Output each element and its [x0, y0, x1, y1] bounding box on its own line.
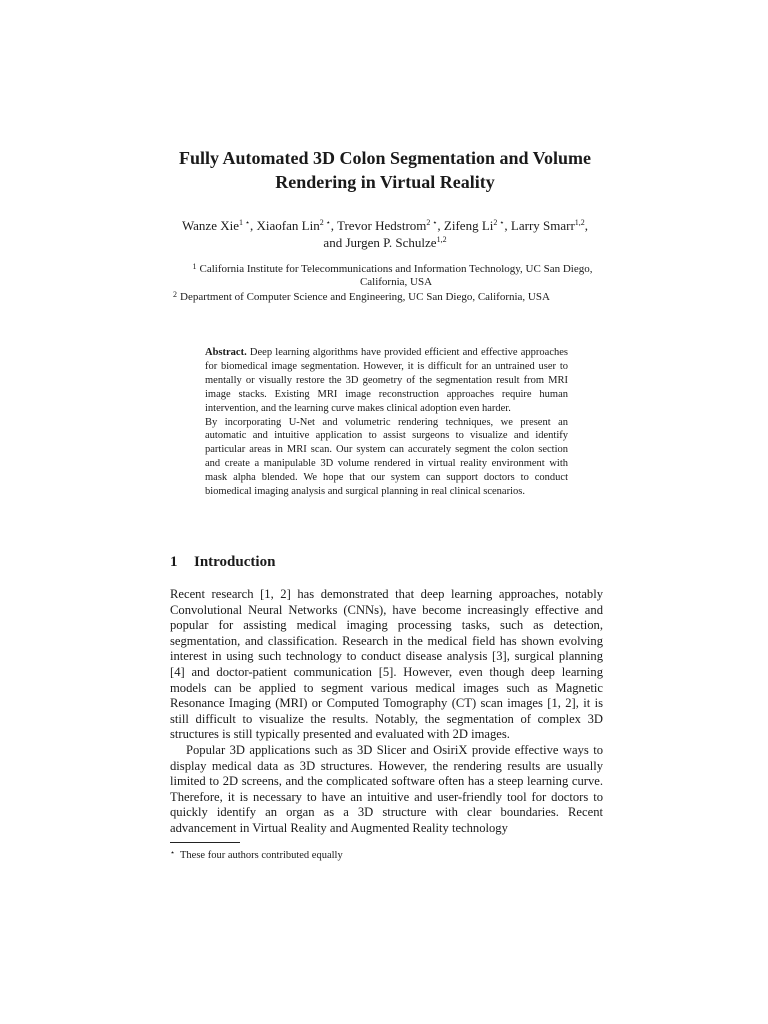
abstract-paragraph: By incorporating U-Net and volumetric rendering techniques, we present an automatic and intuitive application to assist surgeons to visualize and identify particular areas in MRI scan. Our system can accurately segment the colon section and create a manipulable 3D volume rendered in virtual reality environment with mask alpha blended. We hope that our system can support doctors to conduct biomedical imaging analysis and surgical planning in real clinical scenarios.: [205, 416, 568, 498]
author-affiliation-mark: 2 ⋆: [493, 218, 505, 227]
affiliation-text: Department of Computer Science and Engineering, UC San Diego, California, USA: [180, 291, 550, 303]
footnote: [170, 846, 343, 862]
abstract: [205, 346, 568, 499]
abstract-paragraph: [205, 346, 568, 416]
footnote-rule: [170, 842, 240, 843]
author-separator: ,: [330, 218, 337, 233]
body-text: [170, 587, 603, 837]
affiliation-number: 2: [173, 290, 177, 299]
author-separator: ,: [437, 218, 444, 233]
body-paragraph: Recent research [1, 2] has demonstrated that deep learning approaches, notably Convolutional Neural Networks (CNNs), have become increasingly effective and popular for assisting medical imaging processing tasks, such as detection, segmentation, and classification. Research in the medical field has shown evolving interest in using such technology to conduct disease analysis [3], surgical planning [4] and doctor-patient communication [5]. However, even though deep learning models can be applied to segment various medical images such as Magnetic Resonance Imaging (MRI) or Computed Tomography (CT) scan images [1, 2], it is still difficult to visualize the results. Notably, the segmentation of complex 3D structures is still typically presented and evaluated with 2D images.: [170, 587, 603, 742]
author-name: Larry Smarr: [510, 218, 575, 233]
body-paragraph: Popular 3D applications such as 3D Slicer and OsiriX provide effective ways to display medical data as 3D structures. However, the rendering results are usually limited to 2D screens, and the complicated software often has a steep learning curve. Therefore, it is necessary to have an intuitive and user-friendly tool for doctors to quickly identify an organ as a 3D structure with clear boundaries. Recent advancement in Virtual Reality and Augmented Reality technology: [170, 742, 603, 835]
affiliation-1: [186, 263, 606, 289]
author-affiliation-mark: 2 ⋆: [319, 218, 331, 227]
author-name: Trevor Hedstrom: [336, 218, 427, 233]
paper-title: Fully Automated 3D Colon Segmentation and Volume Rendering in Virtual Reality: [178, 148, 592, 192]
footnote-text: These four authors contributed equally: [180, 850, 343, 861]
section-number: 1: [170, 554, 178, 570]
author-separator: ,: [250, 218, 257, 233]
author-affiliation-mark: 1 ⋆: [239, 218, 251, 227]
author-separator: ,: [504, 218, 511, 233]
author-affiliation-mark: 1,2: [436, 235, 447, 244]
author-name: Wanze Xie: [181, 218, 239, 233]
author-affiliation-mark: 2 ⋆: [426, 218, 438, 227]
author-affiliation-mark: 1,2: [574, 218, 585, 227]
author-name: Jurgen P. Schulze: [345, 235, 437, 250]
author-list: [180, 217, 590, 251]
section-title: Introduction: [194, 554, 276, 570]
abstract-text: Deep learning algorithms have provided efficient and effective approaches for biomedical image segmentation. However, it is difficult for an untrained user to mentally or visually restore the 3D geometry of the segmentation result from MRI image stacks. Existing MRI image reconstruction approaches require human intervention, and the learning curve makes clinical adoption even harder.: [205, 347, 568, 414]
affiliation-number: 1: [192, 262, 197, 271]
abstract-label: Abstract.: [205, 347, 247, 358]
author-name: Zifeng Li: [443, 218, 494, 233]
affiliation-2: [173, 290, 610, 304]
author-name: Xiaofan Lin: [256, 218, 320, 233]
footnote-mark: ⋆: [170, 848, 176, 857]
section-heading: [170, 554, 275, 571]
author-separator: , and: [323, 218, 589, 250]
affiliation-text: California Institute for Telecommunications and Information Technology, UC San Diego, California, USA: [199, 263, 593, 288]
